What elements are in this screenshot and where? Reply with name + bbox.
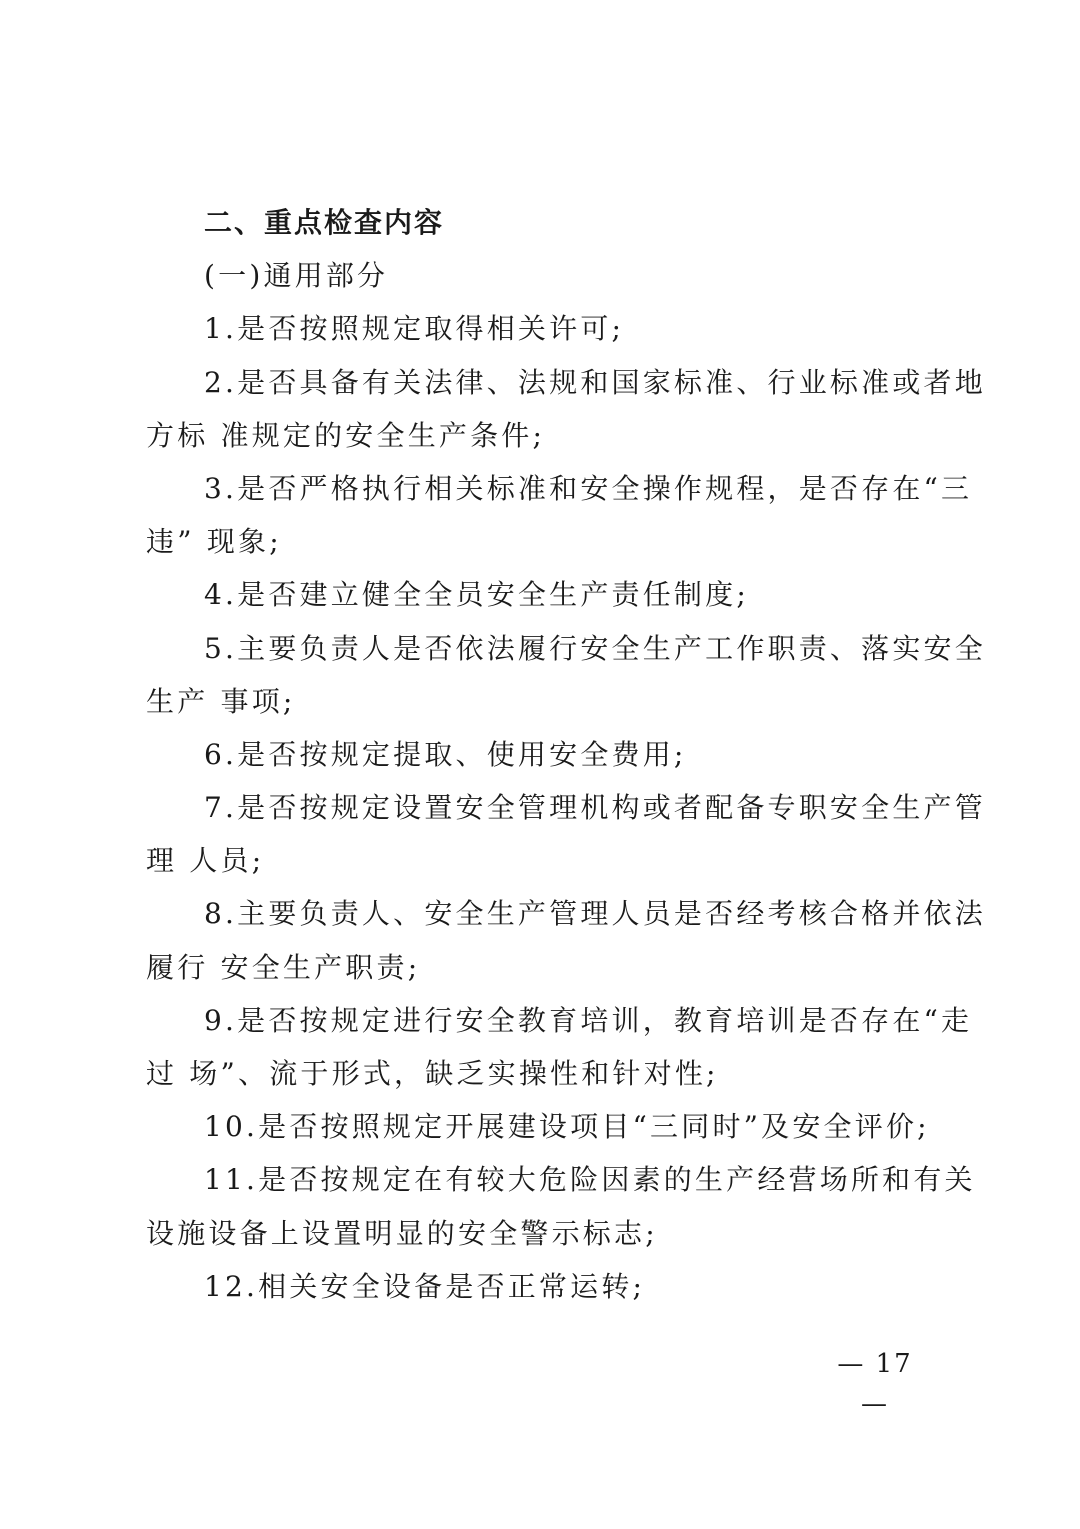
subsection-heading: (一)通用部分 [204, 259, 389, 293]
paragraph-line: 4.是否建立健全全员安全生产责任制度; [204, 578, 749, 612]
paragraph-line: 设施设备上设置明显的安全警示标志; [146, 1216, 658, 1250]
paragraph-line: 1.是否按照规定取得相关许可; [204, 312, 625, 346]
paragraph-line: 7.是否按规定设置安全管理机构或者配备专职安全生产管 [204, 791, 986, 825]
paragraph-line: 理 人员; [146, 844, 265, 878]
body-text [146, 196, 986, 1313]
paragraph-line: 9.是否按规定进行安全教育培训，教育培训是否存在“走 [204, 1003, 973, 1037]
paragraph-line: 履行 安全生产职责; [146, 950, 421, 984]
page-number: — 17 — [837, 1349, 913, 1419]
section-heading: 二、重点检查内容 [204, 206, 445, 239]
paragraph-line: 生产 事项; [146, 684, 296, 718]
paragraph-line: 10.是否按照规定开展建设项目“三同时”及安全评价; [204, 1110, 930, 1144]
paragraph-line: 违” 现象; [146, 525, 282, 559]
paragraph-line: 6.是否按规定提取、使用安全费用; [204, 737, 687, 771]
paragraph-line: 8.主要负责人、安全生产管理人员是否经考核合格并依法 [204, 897, 986, 931]
paragraph-line: 12.相关安全设备是否正常运转; [204, 1269, 646, 1303]
paragraph-line: 3.是否严格执行相关标准和安全操作规程，是否存在“三 [204, 471, 973, 505]
paragraph-line: 5.主要负责人是否依法履行安全生产工作职责、落实安全 [204, 631, 986, 665]
paragraph-line: 过 场”、流于形式，缺乏实操性和针对性; [146, 1057, 719, 1090]
paragraph-line: 11.是否按规定在有较大危险因素的生产经营场所和有关 [204, 1163, 976, 1197]
paragraph-line: 方标 准规定的安全生产条件; [146, 418, 546, 452]
paragraph-line: 2.是否具备有关法律、法规和国家标准、行业标准或者地 [204, 365, 986, 399]
